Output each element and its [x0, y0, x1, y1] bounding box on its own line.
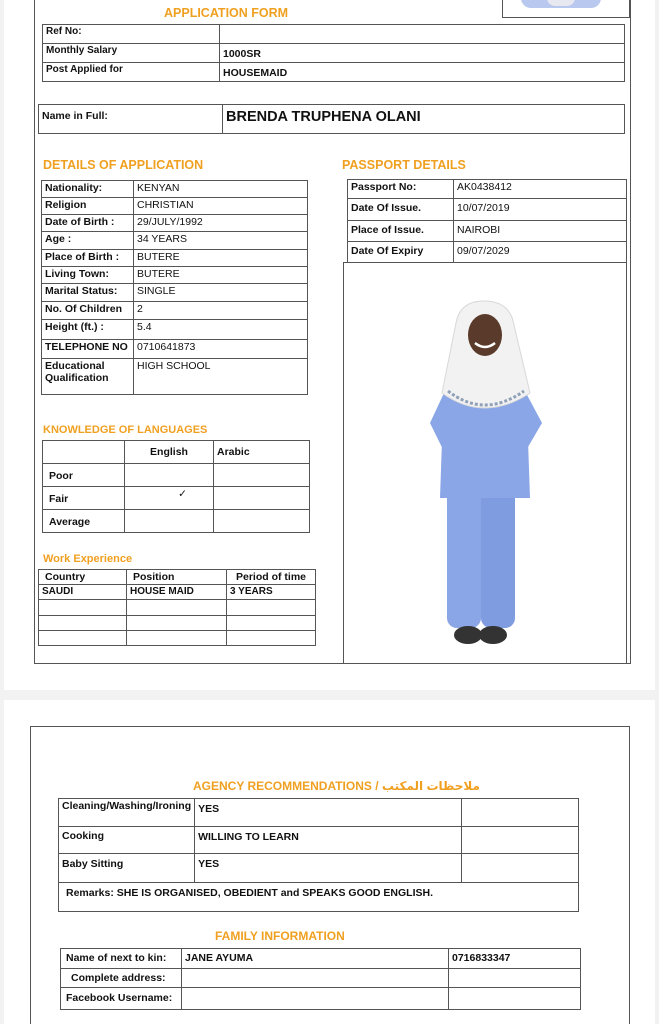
details-value: 2: [134, 302, 308, 320]
post-applied-value: HOUSEMAID: [220, 63, 625, 82]
skill-value: WILLING TO LEARN: [195, 827, 462, 854]
application-form-title: APPLICATION FORM: [164, 6, 289, 20]
full-name-value: BRENDA TRUPHENA OLANI: [223, 105, 625, 134]
family-extra: 0716833347: [449, 949, 581, 969]
family-extra: [449, 969, 581, 988]
applicant-photo: [343, 262, 627, 664]
skill-label: Baby Sitting: [59, 854, 195, 883]
passport-value: 09/07/2029: [454, 242, 627, 263]
details-value: 34 YEARS: [134, 232, 308, 250]
arabic-level-mark: [214, 487, 310, 510]
work-position: [127, 631, 227, 646]
details-label: Educational Qualification: [42, 359, 134, 395]
family-value: [182, 988, 449, 1010]
passport-section-title: PASSPORT DETAILS: [342, 158, 466, 172]
details-section-title: DETAILS OF APPLICATION: [43, 158, 204, 172]
passport-table: [347, 179, 627, 263]
work-experience-table: [38, 569, 316, 646]
details-table: [41, 180, 308, 395]
monthly-salary-value: 1000SR: [220, 44, 625, 63]
agency-recommendations-title: AGENCY RECOMMENDATIONS / ملاحظات المكتب: [193, 779, 480, 793]
passport-label: Place of Issue.: [348, 221, 454, 242]
work-header-country: Country: [39, 570, 127, 585]
skill-value: YES: [195, 854, 462, 883]
skill-extra-cell: [462, 827, 579, 854]
work-header-period: Period of time: [227, 570, 316, 585]
language-level: Average: [43, 510, 125, 533]
skill-label: Cleaning/Washing/Ironing: [59, 799, 195, 827]
languages-header-english: English: [125, 441, 214, 464]
family-value: [182, 969, 449, 988]
work-period: [227, 600, 316, 616]
details-label: Living Town:: [42, 267, 134, 284]
arabic-level-mark: [214, 464, 310, 487]
details-label: Religion: [42, 198, 134, 215]
family-info-title: FAMILY INFORMATION: [215, 929, 345, 943]
full-name-label: Name in Full:: [39, 105, 223, 134]
details-label: Nationality:: [42, 181, 134, 198]
agency-recommendations-table: [58, 798, 579, 912]
details-label: No. Of Children: [42, 302, 134, 320]
family-label: Name of next to kin:: [61, 949, 182, 969]
work-country: SAUDI: [39, 585, 127, 600]
skill-extra-cell: [462, 799, 579, 827]
language-level: Poor: [43, 464, 125, 487]
name-table: [38, 104, 625, 134]
work-country: [39, 600, 127, 616]
languages-header-blank: [43, 441, 125, 464]
passport-value: NAIROBI: [454, 221, 627, 242]
recommendations-page: [4, 700, 655, 1024]
work-country: [39, 616, 127, 631]
details-value: CHRISTIAN: [134, 198, 308, 215]
work-period: 3 YEARS: [227, 585, 316, 600]
family-label: Complete address:: [61, 969, 182, 988]
skill-value: YES: [195, 799, 462, 827]
work-period: [227, 631, 316, 646]
skill-label: Cooking: [59, 827, 195, 854]
work-position: [127, 600, 227, 616]
post-applied-label: Post Applied for: [43, 63, 220, 82]
work-country: [39, 631, 127, 646]
family-info-table: [60, 948, 581, 1010]
details-value: SINGLE: [134, 284, 308, 302]
details-label: Marital Status:: [42, 284, 134, 302]
work-header-position: Position: [127, 570, 227, 585]
passport-value: 10/07/2019: [454, 199, 627, 221]
passport-label: Date Of Expiry: [348, 242, 454, 263]
details-value: 0710641873: [134, 340, 308, 359]
english-level-mark: [125, 510, 214, 533]
details-value: BUTERE: [134, 267, 308, 284]
work-position: [127, 616, 227, 631]
monthly-salary-label: Monthly Salary: [43, 44, 220, 63]
passport-value: AK0438412: [454, 180, 627, 199]
family-value: JANE AYUMA: [182, 949, 449, 969]
languages-table: [42, 440, 310, 533]
details-label: Date of Birth :: [42, 215, 134, 232]
remarks: Remarks: SHE IS ORGANISED, OBEDIENT and SPEAKS GOOD ENGLISH.: [59, 883, 579, 912]
header-table: [42, 24, 625, 82]
work-position: HOUSE MAID: [127, 585, 227, 600]
family-extra: [449, 988, 581, 1010]
application-page: [4, 0, 655, 690]
ref-no-label: Ref No:: [43, 25, 220, 44]
work-section-title: Work Experience: [43, 553, 133, 565]
photo-thumbnail-top: [502, 0, 630, 18]
work-period: [227, 616, 316, 631]
details-value: 5.4: [134, 320, 308, 340]
english-level-mark: [125, 464, 214, 487]
skill-extra-cell: [462, 854, 579, 883]
details-label: Age :: [42, 232, 134, 250]
languages-header-arabic: Arabic: [214, 441, 310, 464]
details-value: 29/JULY/1992: [134, 215, 308, 232]
language-level: Fair: [43, 487, 125, 510]
details-value: HIGH SCHOOL: [134, 359, 308, 395]
passport-label: Date Of Issue.: [348, 199, 454, 221]
family-label: Facebook Username:: [61, 988, 182, 1010]
ref-no-value: [220, 25, 625, 44]
details-label: Height (ft.) :: [42, 320, 134, 340]
arabic-level-mark: [214, 510, 310, 533]
english-level-mark: ✓: [125, 487, 214, 510]
passport-label: Passport No:: [348, 180, 454, 199]
details-label: Place of Birth :: [42, 250, 134, 267]
details-label: TELEPHONE NO: [42, 340, 134, 359]
applicant-figure: [344, 263, 627, 664]
details-value: KENYAN: [134, 181, 308, 198]
details-value: BUTERE: [134, 250, 308, 267]
languages-section-title: KNOWLEDGE OF LANGUAGES: [43, 424, 208, 436]
